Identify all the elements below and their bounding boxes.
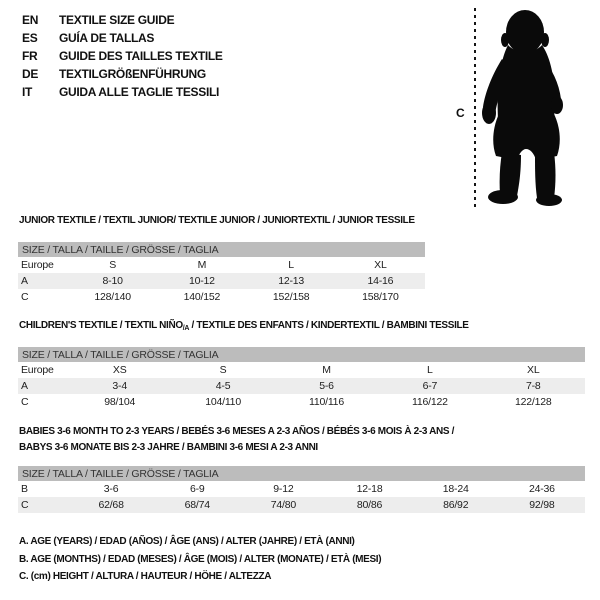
- language-title-list: [22, 11, 223, 101]
- table-row: [18, 481, 585, 497]
- table-row: [18, 497, 585, 513]
- cell: 62/68: [68, 497, 154, 513]
- table-row: [18, 394, 585, 410]
- cell: 9-12: [273, 483, 294, 495]
- cell: 5-6: [275, 378, 378, 394]
- junior-size-table: [18, 242, 425, 305]
- cell: 92/98: [499, 497, 585, 513]
- table-row: [18, 273, 425, 289]
- cell: XS: [112, 364, 127, 376]
- cell: 10-12: [157, 273, 246, 289]
- cell: 12-13: [247, 273, 336, 289]
- language-row: [22, 11, 223, 29]
- cell: 3-4: [68, 378, 171, 394]
- row-label-cell: C: [21, 291, 29, 303]
- children-title-text: CHILDREN'S TEXTILE / TEXTIL NIÑO: [19, 320, 183, 331]
- cell: L: [288, 259, 294, 271]
- table-row: [18, 257, 425, 273]
- size-header-row: [18, 347, 585, 362]
- cell: 128/140: [94, 291, 131, 303]
- language-row: [22, 83, 223, 101]
- language-label: GUÍA DE TALLAS: [59, 31, 155, 45]
- cell: 158/170: [362, 291, 399, 303]
- height-c-label: C: [456, 106, 465, 120]
- height-dashed-line: [474, 8, 476, 207]
- babies-title-line1: BABIES 3-6 MONTH TO 2-3 YEARS / BEBÉS 3-6 MESES A 2-3 AÑOS / BÉBÉS 3-6 MOIS À 2-3 ANS /: [19, 426, 455, 437]
- size-header-cell: SIZE / TALLA / TAILLE / GRÖSSE / TAGLIA: [18, 242, 425, 257]
- cell: L: [427, 364, 433, 376]
- cell: 152/158: [272, 291, 310, 303]
- language-label: TEXTILGRÖßENFÜHRUNG: [59, 67, 206, 81]
- babies-section-title: [19, 424, 454, 456]
- size-header-cell: SIZE / TALLA / TAILLE / GRÖSSE / TAGLIA: [18, 347, 585, 362]
- note-a: A. AGE (YEARS) / EDAD (AÑOS) / ÂGE (ANS) / ALTER (JAHRE) / ETÀ (ANNI): [19, 536, 355, 547]
- note-b: B. AGE (MONTHS) / EDAD (MESES) / ÂGE (MOIS) / ALTER (MONATE) / ETÀ (MESI): [19, 553, 382, 565]
- cell: 14-16: [336, 273, 425, 289]
- language-code: EN: [22, 13, 39, 27]
- cell: XL: [374, 259, 387, 271]
- language-row: [22, 29, 223, 47]
- language-row: [22, 47, 223, 65]
- row-label-cell: A: [18, 273, 68, 289]
- junior-section-title: JUNIOR TEXTILE / TEXTIL JUNIOR/ TEXTILE JUNIOR / JUNIORTEXTIL / JUNIOR TESSILE: [19, 215, 415, 226]
- cell: 6-9: [189, 483, 205, 495]
- cell: 104/110: [205, 396, 241, 408]
- cell: M: [322, 364, 331, 376]
- row-label-cell: Europe: [21, 259, 54, 271]
- cell: 18-24: [442, 483, 469, 495]
- cell: 116/122: [411, 396, 448, 408]
- cell: XL: [527, 364, 540, 376]
- note-c: C. (cm) HEIGHT / ALTURA / HAUTEUR / HÖHE / ALTEZZA: [19, 571, 272, 582]
- children-section-title: [19, 320, 469, 332]
- children-title-text-after: / TEXTILE DES ENFANTS / KINDERTEXTIL / BAMBINI TESSILE: [189, 320, 469, 331]
- cell: 122/128: [515, 396, 552, 408]
- cell: 12-18: [356, 483, 383, 495]
- language-code: FR: [22, 49, 38, 63]
- row-label-cell: B: [21, 483, 28, 495]
- cell: S: [219, 364, 227, 376]
- row-label-cell: C: [21, 396, 29, 408]
- cell: 24-36: [528, 483, 555, 495]
- cell: S: [109, 259, 117, 271]
- cell: 68/74: [154, 497, 240, 513]
- babies-size-table: [18, 466, 585, 513]
- language-row: [22, 65, 223, 83]
- cell: 74/80: [240, 497, 326, 513]
- cell: 6-7: [378, 378, 481, 394]
- cell: 4-5: [171, 378, 274, 394]
- language-label: TEXTILE SIZE GUIDE: [59, 13, 175, 27]
- size-header-row: [18, 242, 425, 257]
- footnotes: [19, 536, 381, 589]
- row-label-cell: A: [18, 378, 68, 394]
- size-header-cell: SIZE / TALLA / TAILLE / GRÖSSE / TAGLIA: [18, 466, 585, 481]
- cell: 110/116: [308, 396, 344, 408]
- table-row: [18, 378, 585, 394]
- table-row: [18, 362, 585, 378]
- cell: 3-6: [103, 483, 119, 495]
- row-label-cell: C: [18, 497, 68, 513]
- language-label: GUIDA ALLE TAGLIE TESSILI: [59, 85, 220, 99]
- table-row: [18, 289, 425, 305]
- cell: 86/92: [413, 497, 499, 513]
- size-header-row: [18, 466, 585, 481]
- language-code: DE: [22, 67, 39, 81]
- language-code: ES: [22, 31, 38, 45]
- babies-title-line2: BABYS 3-6 MONATE BIS 2-3 JAHRE / BAMBINI 3-6 MESI A 2-3 ANNI: [19, 442, 318, 453]
- cell: 98/104: [104, 396, 136, 408]
- language-code: IT: [22, 85, 33, 99]
- language-label: GUIDE DES TAILLES TEXTILE: [59, 49, 223, 63]
- toddler-silhouette-icon: [480, 7, 572, 207]
- cell: 8-10: [68, 273, 157, 289]
- cell: 80/86: [326, 497, 412, 513]
- cell: 7-8: [482, 378, 585, 394]
- children-title-subscript: /A: [182, 325, 190, 332]
- children-size-table: [18, 347, 585, 410]
- row-label-cell: Europe: [21, 364, 54, 376]
- cell: 140/152: [183, 291, 221, 303]
- cell: M: [197, 259, 207, 271]
